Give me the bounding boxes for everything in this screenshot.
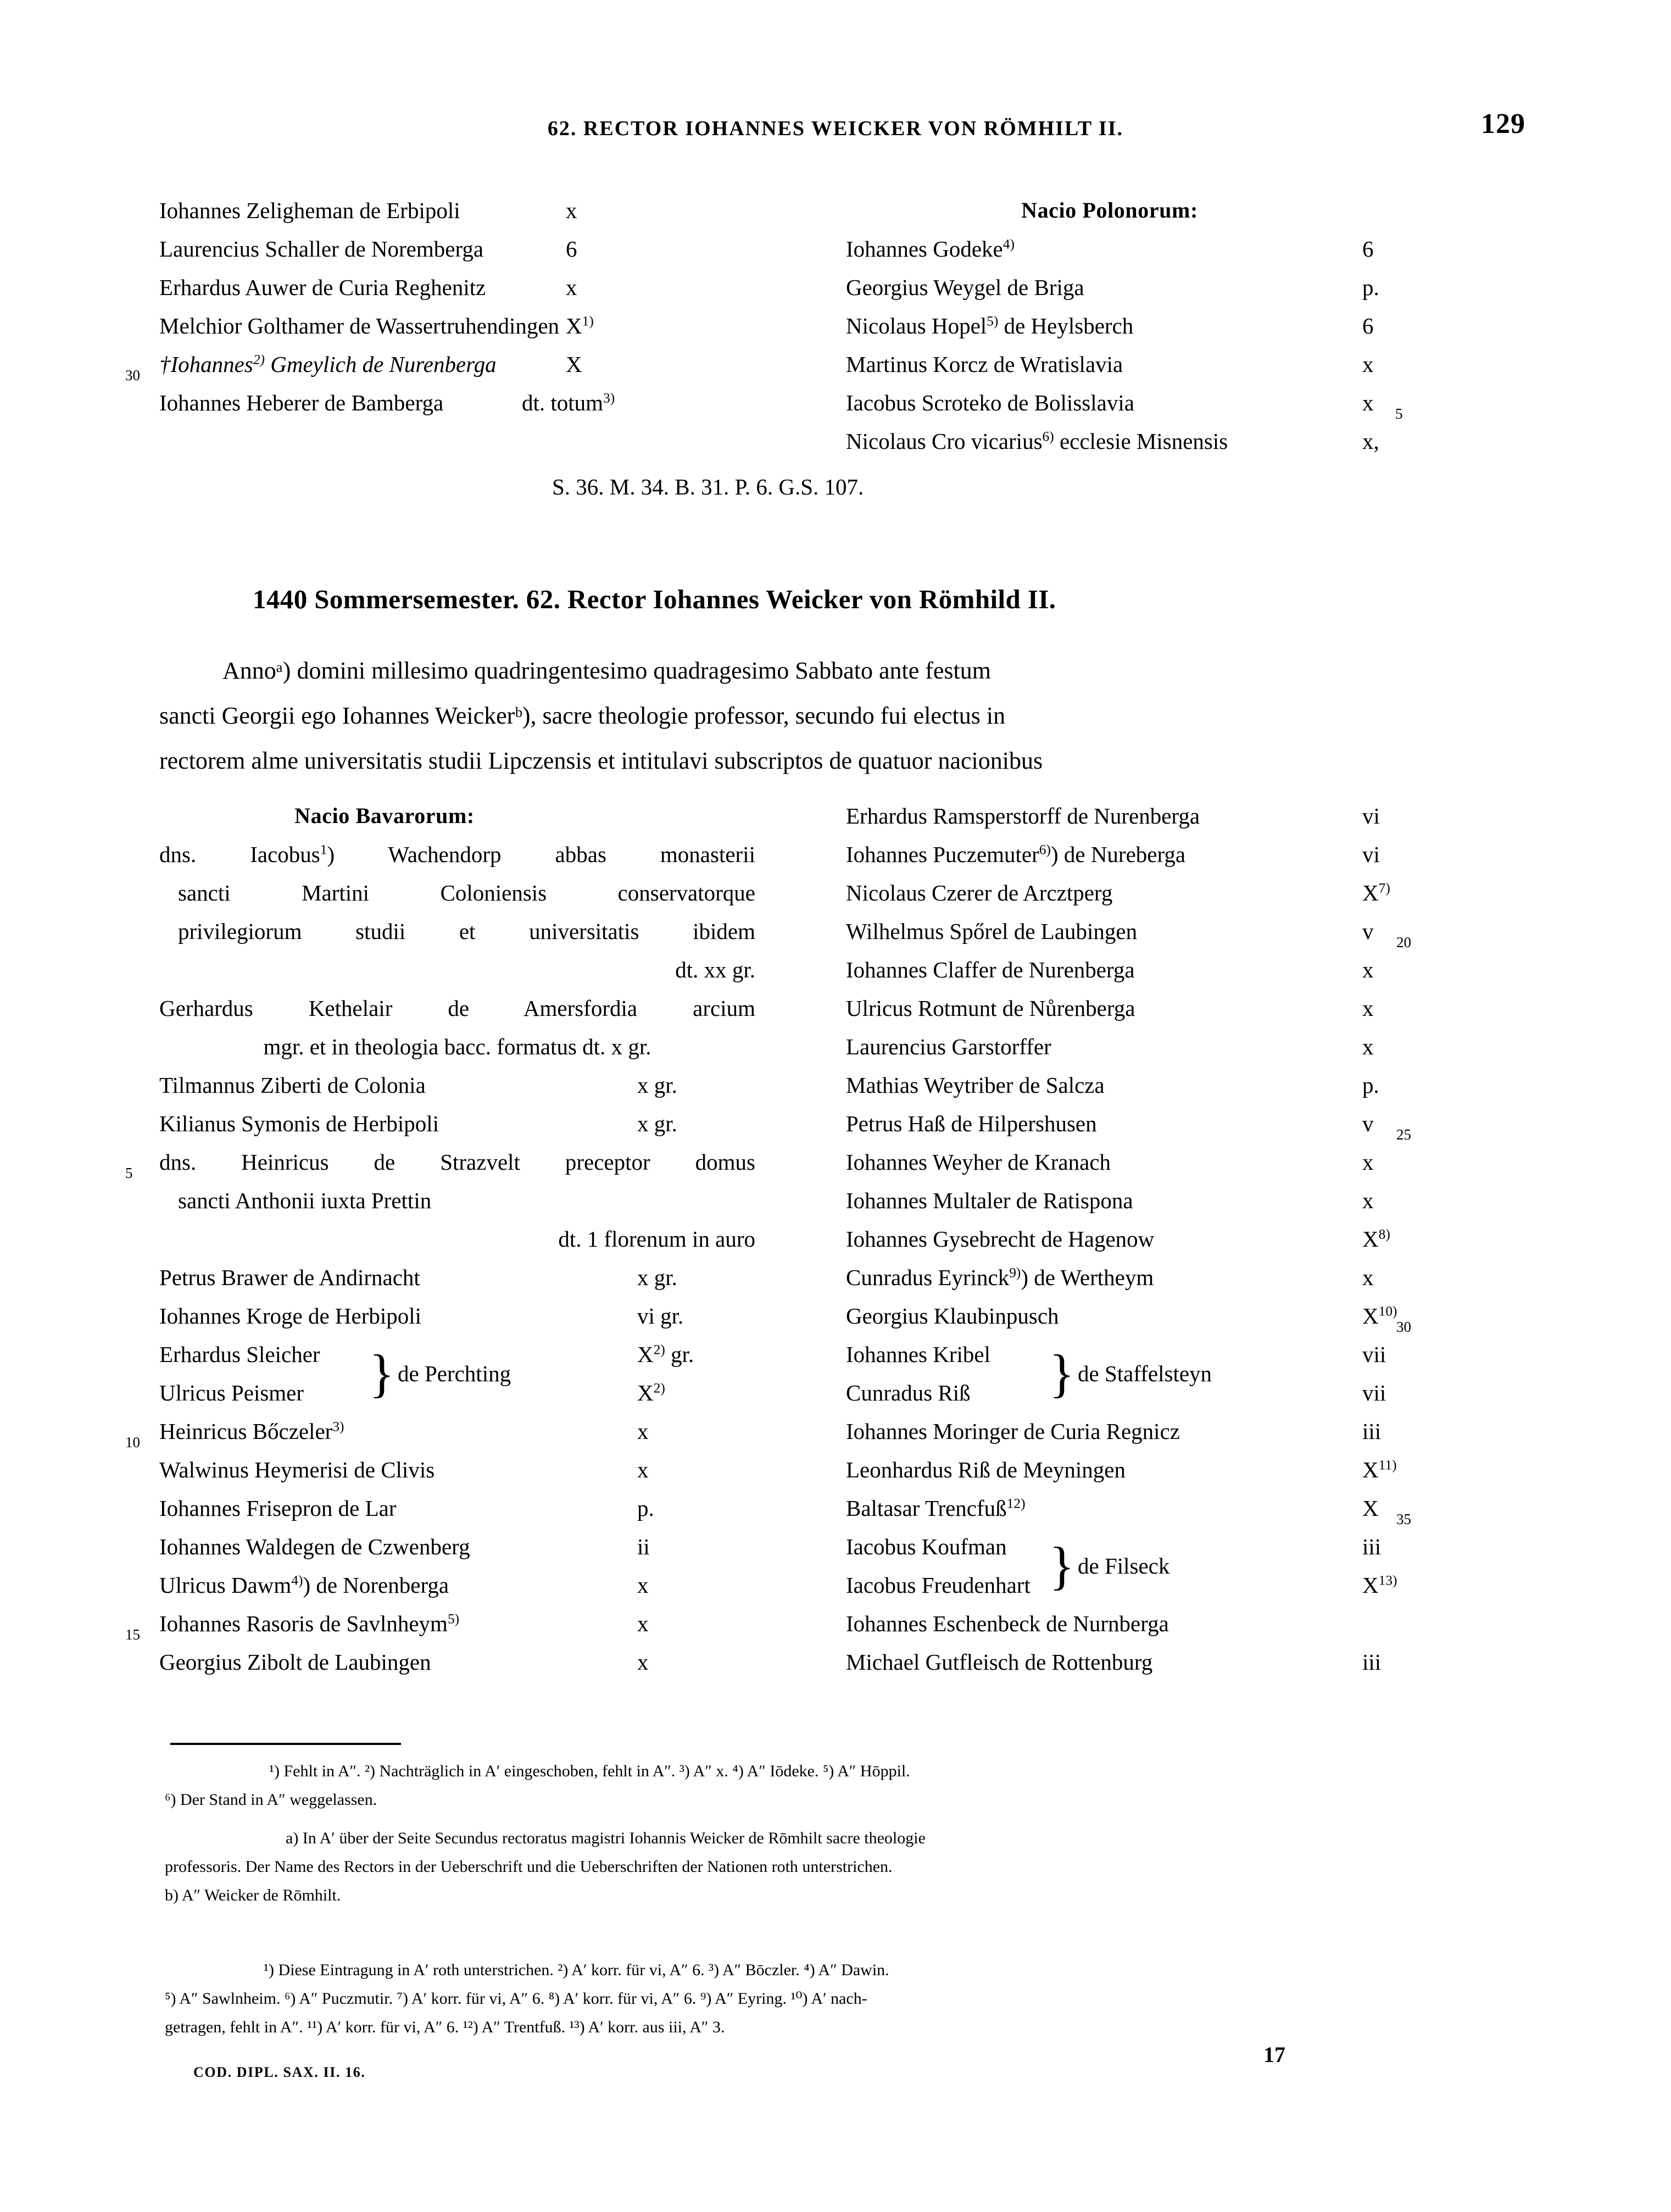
- entry-value: x: [1362, 352, 1374, 377]
- entry-row: [125, 1604, 775, 1643]
- footnote-marker[interactable]: 3): [332, 1419, 344, 1435]
- entry-value: 6: [1362, 236, 1374, 262]
- entry-row: [846, 1220, 1494, 1258]
- brace-group: [846, 1335, 1494, 1412]
- margin-line-number: 10: [125, 1434, 140, 1450]
- margin-line-number: 15: [125, 1626, 140, 1643]
- semester-heading: 1440 Sommersemester. 62. Rector Iohannes Weicker von Römhild II.: [253, 584, 1056, 614]
- entry-name: Ulricus Dawm$^{4)}$) de Norenberga: [159, 1572, 449, 1598]
- entry-row: [125, 1412, 775, 1450]
- footnote-marker[interactable]: 2): [653, 1342, 665, 1358]
- entry-value: X$^{11)}$: [1362, 1457, 1397, 1482]
- entry-value: iii: [1362, 1534, 1382, 1559]
- intro-line: rectorem alme universitatis studii Lipczensis et intitulavi subscriptos de quatuor nacionibus: [159, 747, 1043, 774]
- entry-name: Kilianus Symonis de Herbipoli: [159, 1111, 439, 1136]
- entry-row: [846, 874, 1494, 912]
- entry-value: p.: [1362, 1072, 1379, 1098]
- footnote-separator-rule: [170, 1743, 401, 1745]
- entry-value: x gr.: [637, 1072, 677, 1098]
- entry-value: vii: [1362, 1342, 1386, 1367]
- entry-line: sancti Anthonii iuxta Prettin: [178, 1188, 432, 1213]
- entry-name: Heinricus Bőczeler$^{3)}$: [159, 1419, 344, 1444]
- entry-row: [846, 345, 1494, 384]
- entry-name: Laurencius Schaller de Noremberga: [159, 236, 484, 262]
- entry-value: x: [566, 198, 577, 223]
- footnote-marker[interactable]: 11): [1378, 1457, 1397, 1473]
- entry-name: Erhardus Sleicher: [159, 1342, 320, 1367]
- footnote-block-letters: [165, 1824, 1505, 1910]
- nacio-polonorum-heading: Nacio Polonorum:: [1021, 198, 1198, 223]
- entry-name: Iohannes Heberer de Bamberga: [159, 390, 444, 415]
- entry-value: X$^{2)}$: [637, 1380, 665, 1405]
- margin-line-number: 35: [1396, 1511, 1411, 1527]
- entry-row: [159, 1450, 775, 1489]
- entry-block: [125, 1143, 775, 1258]
- entry-row: [159, 1489, 775, 1527]
- footnote-line: ¹) Fehlt in A″. ²) Nachträglich in A′ eingeschoben, fehlt in A″. ³) A″ x. ⁴) A″ Iōdeke. ⁵) A″ Hōppil.: [269, 1762, 910, 1780]
- entry-name: Mathias Weytriber de Salcza: [846, 1072, 1105, 1098]
- entry-name: Iohannes Zeligheman de Erbipoli: [159, 198, 460, 223]
- entry-row: [846, 797, 1494, 835]
- entry-value: v: [1362, 1111, 1374, 1136]
- entry-name: Michael Gutfleisch de Rottenburg: [846, 1649, 1153, 1675]
- entry-value: x: [1362, 1265, 1374, 1290]
- entry-name: Erhardus Auwer de Curia Reghenitz: [159, 275, 486, 300]
- entry-row: [159, 307, 775, 345]
- entry-value: X$^{8)}$: [1362, 1226, 1390, 1252]
- curly-brace-icon: }: [1049, 1536, 1075, 1595]
- entry-row: [846, 1066, 1494, 1104]
- footnote-marker[interactable]: 6): [1039, 842, 1051, 858]
- brace-group-label: de Filseck: [1078, 1553, 1170, 1579]
- entry-line: dt. xx gr.: [675, 957, 755, 982]
- entry-name: Cunradus Riß: [846, 1380, 971, 1405]
- entry-line: dns. Iacobus$^1$) Wachendorp abbas monasterii: [159, 842, 755, 867]
- intro-line: sancti Georgii ego Iohannes Weickerᵇ), sacre theologie professor, secundo fui electus in: [159, 702, 1006, 729]
- footnote-marker[interactable]: 4): [1002, 236, 1015, 252]
- entry-value: vi gr.: [637, 1303, 684, 1329]
- entry-row: [846, 951, 1494, 989]
- curly-brace-icon: }: [1049, 1344, 1075, 1403]
- entry-row: [846, 1604, 1494, 1643]
- brace-group-label: de Staffelsteyn: [1078, 1361, 1212, 1386]
- entry-value: p.: [1362, 275, 1379, 300]
- entry-name: †Iohannes$^{2)}$ Gmeylich de Nurenberga: [159, 352, 497, 377]
- margin-line-number: 5: [1395, 405, 1403, 422]
- curly-brace-icon: }: [369, 1344, 395, 1403]
- entry-value: vi: [1362, 803, 1380, 829]
- entry-row: [846, 384, 1494, 422]
- entry-name: Nicolaus Cro vicarius$^{6)}$ ecclesie Misnensis: [846, 429, 1228, 454]
- footnote-marker[interactable]: 1): [582, 313, 594, 329]
- entry-value: x: [637, 1611, 649, 1636]
- entry-name: Ulricus Rotmunt de Nůrenberga: [846, 996, 1135, 1021]
- entry-row: [125, 345, 775, 384]
- entry-name: Georgius Klaubinpusch: [846, 1303, 1059, 1329]
- entry-name: Iohannes Kroge de Herbipoli: [159, 1303, 422, 1329]
- entry-value: x,: [1362, 429, 1379, 454]
- entry-value: p.: [637, 1496, 654, 1521]
- entry-row: [159, 384, 775, 422]
- entry-name: Erhardus Ramsperstorff de Nurenberga: [846, 803, 1200, 829]
- footnote-marker[interactable]: 2): [253, 352, 265, 368]
- entry-row: [846, 1027, 1494, 1066]
- entry-row: [159, 1566, 775, 1604]
- entry-name: Iohannes Kribel: [846, 1342, 990, 1367]
- entry-row: [159, 1297, 775, 1335]
- entry-name: Cunradus Eyrinck$^{9)}$) de Wertheym: [846, 1265, 1154, 1290]
- entry-name: Iohannes Eschenbeck de Nurnberga: [846, 1611, 1169, 1636]
- entry-name: Georgius Weygel de Briga: [846, 275, 1084, 300]
- margin-line-number: 20: [1396, 934, 1411, 951]
- entry-value: x: [1362, 390, 1374, 415]
- entry-name: Wilhelmus Spőrel de Laubingen: [846, 919, 1138, 944]
- page-folio-number: 129: [1481, 108, 1525, 140]
- entry-name: Iohannes Puczemuter$^{6)}$) de Nureberga: [846, 842, 1186, 867]
- entry-row: [846, 1643, 1494, 1681]
- entry-row: [846, 912, 1494, 951]
- entry-row: [159, 1066, 775, 1104]
- entry-value: X$^{7)}$: [1362, 880, 1390, 905]
- entry-value: x: [1362, 1034, 1374, 1059]
- entry-value: x: [1362, 1188, 1374, 1213]
- entry-row: [846, 1104, 1494, 1143]
- footnote-line: ¹) Diese Eintragung in A′ roth unterstrichen. ²) A′ korr. für vi, A″ 6. ³) A″ Bōczler. ⁴) A″ Dawin.: [264, 1961, 889, 1979]
- intro-line: Annoᵃ) domini millesimo quadringentesimo quadragesimo Sabbato ante festum: [222, 657, 991, 684]
- entry-line: dt. 1 florenum in auro: [558, 1226, 755, 1252]
- footnote-marker[interactable]: 8): [1378, 1226, 1390, 1242]
- footnote-marker[interactable]: 6): [1042, 429, 1054, 444]
- top-right-entry-list: [846, 191, 1494, 460]
- entry-name: Leonhardus Riß de Meyningen: [846, 1457, 1126, 1482]
- entry-row: [846, 268, 1494, 307]
- main-right-column: [846, 797, 1494, 1681]
- entry-value: 6: [1362, 313, 1374, 338]
- intro-paragraph: [159, 648, 1516, 783]
- entry-row: [159, 191, 775, 230]
- entry-name: Iohannes Godeke$^{4)}$: [846, 236, 1015, 262]
- entry-name: Iohannes Frisepron de Lar: [159, 1496, 397, 1521]
- entry-value: 6: [566, 236, 577, 262]
- entry-line: privilegiorum studii et universitatis ibidem: [178, 919, 755, 944]
- entry-name: Georgius Zibolt de Laubingen: [159, 1649, 431, 1675]
- entry-row: [159, 1258, 775, 1297]
- entry-value: X$^{2)}$ gr.: [637, 1342, 694, 1367]
- entry-row: [846, 1143, 1494, 1181]
- entry-value: dt. totum$^{3)}$: [522, 390, 615, 415]
- entry-row: [846, 1258, 1494, 1297]
- nacio-bavarorum-heading: Nacio Bavarorum:: [294, 803, 475, 828]
- entry-value: vii: [1362, 1380, 1386, 1405]
- entry-row: [846, 1297, 1494, 1335]
- entry-value: iii: [1362, 1649, 1382, 1675]
- footnote-line: professoris. Der Name des Rectors in der Ueberschrift und die Ueberschriften der Nationen roth unterstrichen.: [165, 1858, 893, 1876]
- entry-value: X: [566, 352, 582, 377]
- entry-row: [159, 268, 775, 307]
- totals-line: S. 36. M. 34. B. 31. P. 6. G.S. 107.: [552, 474, 864, 499]
- entry-name: Iohannes Moringer de Curia Regnicz: [846, 1419, 1180, 1444]
- entry-name: Iohannes Multaler de Ratispona: [846, 1188, 1133, 1213]
- entry-block: [159, 989, 775, 1066]
- entry-row: [159, 230, 775, 268]
- entry-name: Walwinus Heymerisi de Clivis: [159, 1457, 435, 1482]
- entry-name: Iacobus Freudenhart: [846, 1572, 1031, 1598]
- entry-name: Petrus Brawer de Andirnacht: [159, 1265, 420, 1290]
- entry-row: [159, 1643, 775, 1681]
- entry-name: Iohannes Weyher de Kranach: [846, 1149, 1111, 1175]
- entry-row: [846, 1450, 1494, 1489]
- entry-line: mgr. et in theologia bacc. formatus dt. x gr.: [263, 1034, 651, 1059]
- entry-value: x: [1362, 996, 1374, 1021]
- entry-name: Nicolaus Czerer de Arcztperg: [846, 880, 1113, 905]
- footnote-marker[interactable]: 12): [1006, 1496, 1026, 1511]
- footnote-line: a) In A′ über der Seite Secundus rectoratus magistri Iohannis Weicker de Rōmhilt sacre theologie: [286, 1829, 926, 1847]
- entry-block: [159, 835, 775, 989]
- entry-value: vi: [1362, 842, 1380, 867]
- entry-value: x: [637, 1649, 649, 1675]
- entry-row: [846, 989, 1494, 1027]
- entry-value: x: [1362, 1149, 1374, 1175]
- footnote-line: ⁶) Der Stand in A″ weggelassen.: [165, 1791, 377, 1809]
- entry-value: X$^{13)}$: [1362, 1572, 1397, 1598]
- margin-line-number: 30: [1396, 1319, 1411, 1335]
- footnote-marker[interactable]: 5): [447, 1611, 460, 1627]
- brace-group: [159, 1335, 775, 1412]
- entry-name: Iohannes Waldegen de Czwenberg: [159, 1534, 470, 1559]
- brace-group: [846, 1527, 1494, 1604]
- footnote-marker[interactable]: 5): [987, 313, 999, 329]
- footnote-marker[interactable]: 13): [1378, 1572, 1397, 1588]
- entry-value: x: [1362, 957, 1374, 982]
- footnote-line: ⁵) A″ Sawlnheim. ⁶) A″ Puczmutir. ⁷) A′ korr. für vi, A″ 6. ⁸) A′ korr. für vi, A″ 6. ⁹) A″ Eyring. ¹⁰) A′ nach-: [165, 1989, 867, 2008]
- entry-value: x gr.: [637, 1111, 677, 1136]
- entry-row: [846, 422, 1494, 460]
- entry-row: [846, 307, 1494, 345]
- footnote-marker[interactable]: 3): [603, 390, 615, 406]
- entry-name: Iohannes Gysebrecht de Hagenow: [846, 1226, 1155, 1252]
- entry-name: Laurencius Garstorffer: [846, 1034, 1051, 1059]
- entry-value: x: [637, 1419, 649, 1444]
- entry-value: ii: [637, 1534, 650, 1559]
- footnote-marker[interactable]: 7): [1378, 880, 1390, 896]
- entry-name: Iacobus Koufman: [846, 1534, 1007, 1559]
- running-head: [0, 116, 1671, 141]
- footnote-line: b) A″ Weicker de Rōmhilt.: [165, 1886, 341, 1904]
- entry-line: sancti Martini Coloniensis conservatorque: [178, 880, 755, 905]
- margin-line-number: 30: [125, 367, 140, 384]
- entry-value: x: [637, 1457, 649, 1482]
- entry-name: Iohannes Rasoris de Savlnheym$^{5)}$: [159, 1611, 460, 1636]
- footnote-block-top: [165, 1757, 1505, 1814]
- footnote-block-bottom: [165, 1956, 1505, 2042]
- footnote-marker[interactable]: 2): [653, 1380, 665, 1396]
- entry-row: [846, 230, 1494, 268]
- sheet-number: 17: [1263, 2042, 1285, 2067]
- entry-row: [846, 1489, 1494, 1527]
- footnote-line: getragen, fehlt in A″. ¹¹) A′ korr. für vi, A″ 6. ¹²) A″ Trentfuß. ¹³) A′ korr. aus iii, A″ 3.: [165, 2018, 725, 2036]
- entry-value: v: [1362, 919, 1374, 944]
- entry-name: Tilmannus Ziberti de Colonia: [159, 1072, 426, 1098]
- entry-name: Baltasar Trencfuß$^{12)}$: [846, 1496, 1026, 1521]
- entry-value: iii: [1362, 1419, 1382, 1444]
- running-head-title: 62. RECTOR IOHANNES WEICKER VON RÖMHILT II.: [547, 117, 1124, 140]
- margin-line-number: 5: [125, 1165, 133, 1181]
- colophon-signature: COD. DIPL. SAX. II. 16.: [193, 2064, 366, 2080]
- entry-name: Martinus Korcz de Wratislavia: [846, 352, 1123, 377]
- entry-name: Petrus Haß de Hilpershusen: [846, 1111, 1097, 1136]
- entry-name: Iohannes Claffer de Nurenberga: [846, 957, 1135, 982]
- footnote-marker[interactable]: 1: [320, 842, 327, 858]
- entry-value: x: [566, 275, 577, 300]
- entry-value: X: [1362, 1496, 1379, 1521]
- entry-name: Nicolaus Hopel$^{5)}$ de Heylsberch: [846, 313, 1134, 338]
- top-left-entry-list: [125, 191, 775, 422]
- entry-value: X$^{10)}$: [1362, 1303, 1397, 1329]
- entry-row: [159, 1104, 775, 1143]
- footnote-marker[interactable]: 4): [291, 1572, 303, 1588]
- footnote-marker[interactable]: 10): [1378, 1303, 1397, 1319]
- entry-name: Ulricus Peismer: [159, 1380, 304, 1405]
- brace-group-label: de Perchting: [398, 1361, 511, 1386]
- entry-name: Iacobus Scroteko de Bolisslavia: [846, 390, 1134, 415]
- margin-line-number: 25: [1396, 1126, 1411, 1143]
- entry-line: Gerhardus Kethelair de Amersfordia arcium: [159, 996, 755, 1021]
- entry-line: 5 dns. Heinricus de Strazvelt preceptor domus: [159, 1143, 775, 1181]
- entry-value: x: [637, 1572, 649, 1598]
- entry-row: [846, 1412, 1494, 1450]
- entry-value: x gr.: [637, 1265, 677, 1290]
- footnote-marker[interactable]: 9): [1009, 1265, 1021, 1281]
- entry-row: [159, 1527, 775, 1566]
- entry-value: X$^{1)}$: [566, 313, 594, 338]
- nacio-bavarorum-column: [125, 797, 775, 1681]
- entry-name: Melchior Golthamer de Wassertruhendingen: [159, 313, 560, 338]
- entry-row: [846, 835, 1494, 874]
- entry-row: [846, 1181, 1494, 1220]
